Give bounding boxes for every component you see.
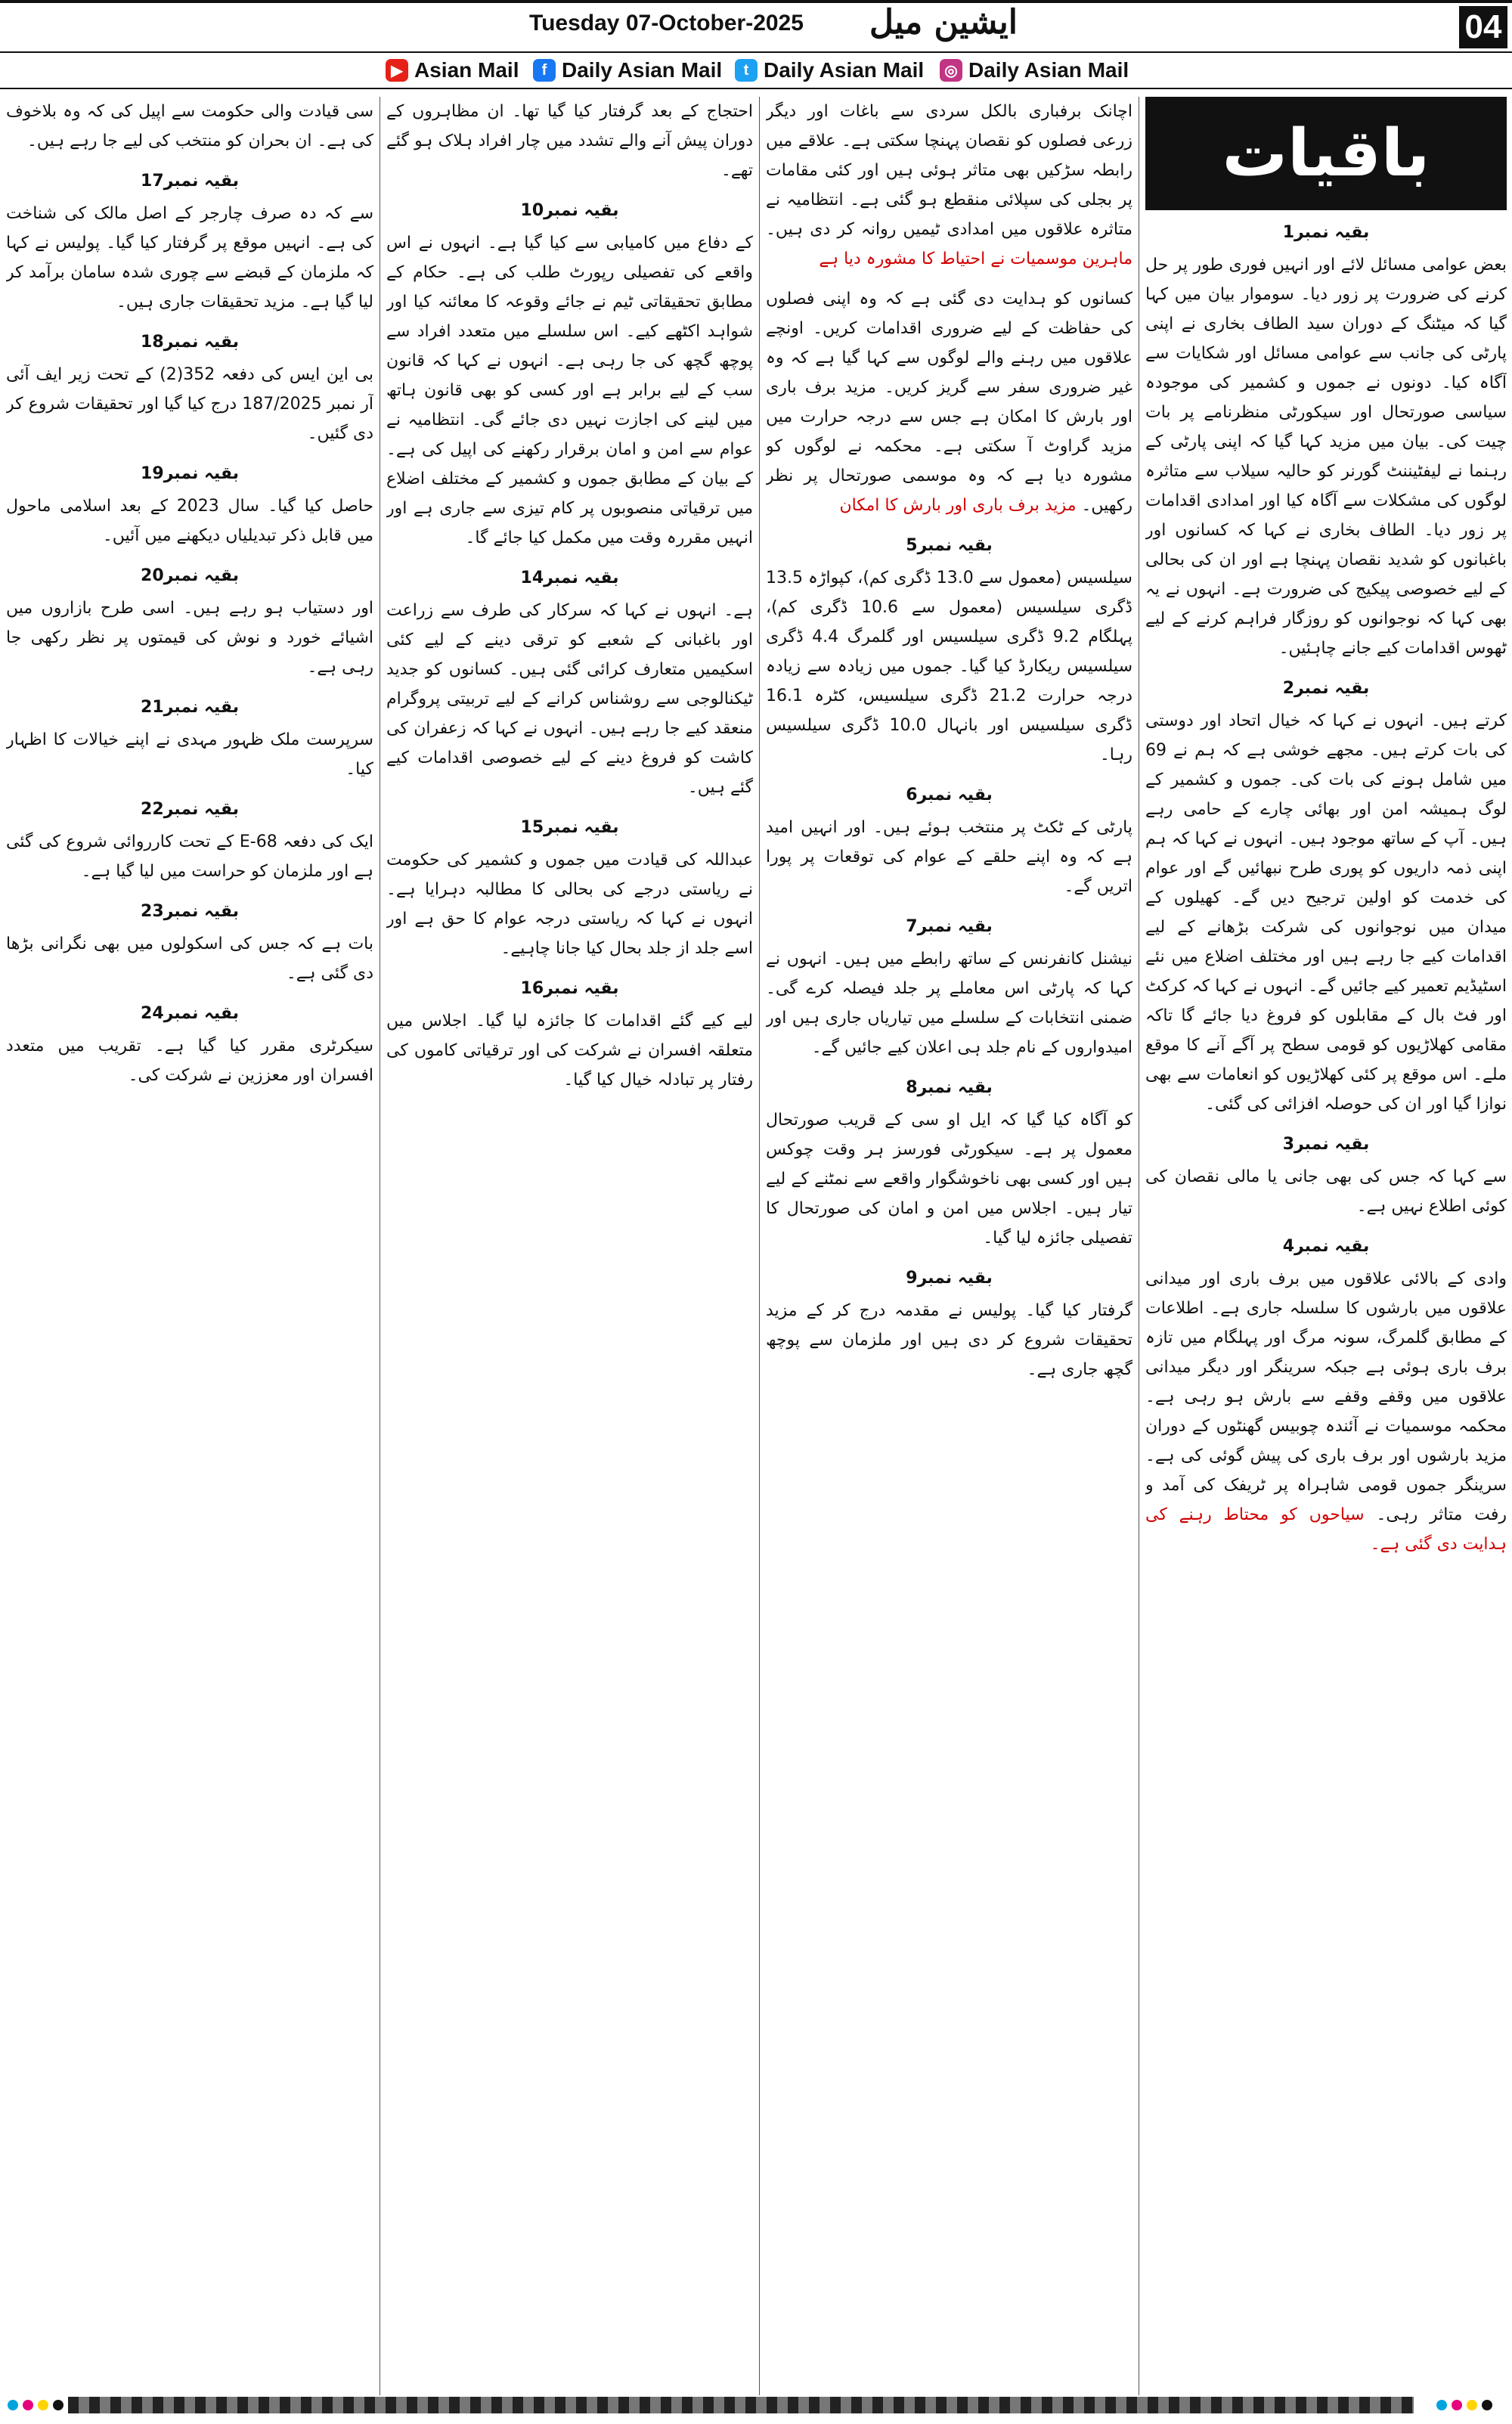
continued-article bbox=[386, 813, 753, 963]
social-twitter[interactable] bbox=[735, 56, 924, 85]
continued-article bbox=[1145, 218, 1507, 663]
body-text: سیکرٹری مقرر کیا گیا ہے۔ تقریب میں متعدد افسران اور معززین نے شرکت کی۔ bbox=[6, 1037, 373, 1085]
body-text: سی قیادت والی حکومت سے اپیل کی کہ وہ بلاخوف کی ہے۔ ان بحران کو منتخب کی لیے جا رہے ہیں۔ bbox=[6, 102, 373, 150]
body-text: کسانوں کو ہدایت دی گئی ہے کہ وہ اپنی فصلوں کی حفاظت کے لیے ضروری اقدامات کریں۔ اونچے علاقوں میں رہنے والے لوگوں سے کہا گیا ہے کہ وہ غیر ضروری سفر سے گریز کریں۔ مزید برف باری اور بارش کا امکان ہے جس سے درجہ حرارت میں مزید گراوٹ آ سکتی ہے۔ محکمہ نے لوگوں کو مشورہ دیا ہے کہ وہ موسمی صورتحال پر نظر رکھیں۔ bbox=[766, 290, 1132, 515]
continued-article bbox=[1145, 674, 1507, 1119]
continuation-heading: بقیہ نمبر24 bbox=[141, 1004, 239, 1023]
yellow-dot bbox=[38, 2400, 48, 2410]
continued-article bbox=[6, 327, 373, 448]
continued-article bbox=[386, 974, 753, 1095]
youtube-icon: ▶ bbox=[386, 59, 408, 82]
article-text bbox=[1145, 1162, 1507, 1221]
article-text bbox=[766, 1105, 1132, 1253]
body-text: وادی کے بالائی علاقوں میں برف باری اور میدانی علاقوں میں بارشوں کا سلسلہ جاری ہے۔ اطلاعات کے مطابق گلمرگ، سونہ مرگ اور پہلگام میں تازہ برف باری ہوئی ہے جبکہ سرینگر اور دیگر میدانی علاقوں میں وقفے وقفے سے بارش ہو رہی ہے۔ محکمہ موسمیات نے آئندہ چوبیس گھنٹوں کے دوران مزید بارشوں اور برف باری کی پیش گوئی کی ہے۔ سرینگر جموں قومی شاہراہ پر ٹریفک کی آمد و رفت متاثر رہی۔ bbox=[1145, 1269, 1507, 1524]
continued-article bbox=[6, 561, 373, 682]
article-text bbox=[386, 97, 753, 185]
body-text: اور دستیاب ہو رہے ہیں۔ اسی طرح بازاروں میں اشیائے خورد و نوش کی قیمتوں پر نظر رکھی جا رہی ہے۔ bbox=[6, 599, 373, 677]
instagram-icon: ◎ bbox=[940, 59, 962, 82]
continuation-heading: بقیہ نمبر10 bbox=[520, 201, 619, 220]
body-text: سے کہ دہ صرف چارجر کے اصل مالک کی شناخت کی ہے۔ انہیں موقع پر گرفتار کیا گیا۔ پولیس نے کہا کہ ملزمان کے قبضے سے چوری شدہ سامان برآمد کر لیا گیا ہے۔ مزید تحقیقات جاری ہیں۔ bbox=[6, 204, 373, 312]
article-text bbox=[1145, 1264, 1507, 1559]
article-text bbox=[6, 491, 373, 550]
continued-article bbox=[766, 284, 1132, 520]
social-facebook[interactable] bbox=[533, 56, 722, 85]
cyan-dot bbox=[1436, 2400, 1447, 2410]
continuation-heading: بقیہ نمبر16 bbox=[520, 979, 619, 998]
column-divider bbox=[759, 97, 760, 2395]
continued-article bbox=[386, 563, 753, 802]
social-label: Daily Asian Mail bbox=[968, 58, 1129, 82]
body-text: بعض عوامی مسائل لائے اور انہیں فوری طور پر حل کرنے کی ضرورت پر زور دیا۔ سوموار بیان میں کہا گیا کہ میٹنگ کے دوران سید الطاف بخاری نے اپنی پارٹی کی جانب سے عوامی مسائل اور شکایات سے آگاہ کیا۔ دونوں نے جموں و کشمیر کی موجودہ سیاسی صورتحال اور سیکورٹی منظرنامے پر بات چیت کی۔ بیان میں مزید کہا گیا کہ اپنی پارٹی کے رہنما نے لیفٹیننٹ گورنر کو حالیہ سیلاب سے متاثرہ لوگوں کی مشکلات سے آگاہ کیا اور امدادی اقدامات پر زور دیا۔ الطاف بخاری نے کہا کہ کسانوں اور باغبانوں کو شدید نقصان پہنچا ہے اور ان کی بحالی کے لیے خصوصی پیکیج کی ضرورت ہے۔ انہوں نے یہ بھی کہا کہ نوجوانوں کو روزگار فراہم کرنے کے لیے ٹھوس اقدامات کیے جانے چاہئیں۔ bbox=[1145, 256, 1507, 658]
continued-article bbox=[6, 693, 373, 784]
body-text: بات ہے کہ جس کی اسکولوں میں بھی نگرانی بڑھا دی گئی ہے۔ bbox=[6, 935, 373, 983]
continuation-heading: بقیہ نمبر6 bbox=[906, 786, 993, 804]
social-youtube[interactable] bbox=[386, 56, 519, 85]
article-text bbox=[1145, 706, 1507, 1119]
highlighted-text: ماہرین موسمیات نے احتیاط کا مشورہ دیا ہے bbox=[819, 250, 1132, 268]
continued-article bbox=[766, 97, 1132, 274]
column-2 bbox=[766, 97, 1132, 2395]
section-title: باقیات bbox=[1145, 97, 1507, 210]
page-header bbox=[0, 0, 1512, 89]
highlighted-text: سیاحوں کو محتاط رہنے کی ہدایت دی گئی ہے۔ bbox=[1145, 1505, 1507, 1554]
continuation-heading: بقیہ نمبر8 bbox=[906, 1078, 993, 1097]
continuation-heading: بقیہ نمبر22 bbox=[141, 800, 239, 819]
article-text bbox=[6, 1031, 373, 1090]
continued-article bbox=[766, 1073, 1132, 1253]
registration-strip bbox=[68, 2397, 1414, 2413]
continued-article bbox=[6, 459, 373, 550]
article-text bbox=[6, 594, 373, 682]
twitter-icon: t bbox=[735, 59, 758, 82]
black-dot bbox=[1482, 2400, 1492, 2410]
body-text: حاصل کیا گیا۔ سال 2023 کے بعد اسلامی ماحول میں قابل ذکر تبدیلیاں دیکھنے میں آئیں۔ bbox=[6, 497, 373, 545]
header-divider bbox=[0, 51, 1512, 53]
print-registration-bar bbox=[0, 2397, 1512, 2424]
social-instagram[interactable] bbox=[940, 56, 1129, 85]
continued-article bbox=[6, 166, 373, 317]
top-rule bbox=[0, 0, 1512, 3]
article-text bbox=[6, 360, 373, 448]
article-text bbox=[6, 929, 373, 988]
continued-article bbox=[766, 1263, 1132, 1384]
article-columns bbox=[0, 97, 1512, 2395]
continued-article bbox=[766, 780, 1132, 901]
facebook-icon: f bbox=[533, 59, 556, 82]
magenta-dot bbox=[1452, 2400, 1462, 2410]
continued-article bbox=[766, 912, 1132, 1062]
body-text: احتجاج کے بعد گرفتار کیا گیا تھا۔ ان مظاہروں کے دوران پیش آنے والے تشدد میں چار افراد ہلاک ہو گئے تھے۔ bbox=[386, 102, 753, 180]
continuation-heading: بقیہ نمبر20 bbox=[141, 566, 239, 585]
article-text bbox=[6, 725, 373, 784]
body-text: بی این ایس کی دفعہ 352(2) کے تحت زیر ایف آئی آر نمبر 187/2025 درج کیا گیا اور تحقیقات شروع کر دی گئیں۔ bbox=[6, 365, 373, 443]
highlighted-text: مزید برف باری اور بارش کا امکان bbox=[839, 496, 1077, 515]
continued-article bbox=[1145, 1232, 1507, 1559]
social-label: Daily Asian Mail bbox=[764, 58, 925, 82]
continuation-heading: بقیہ نمبر9 bbox=[906, 1269, 993, 1288]
column-4 bbox=[6, 97, 373, 2395]
article-text bbox=[386, 1006, 753, 1095]
social-label: Asian Mail bbox=[414, 58, 519, 82]
article-text bbox=[766, 284, 1132, 520]
body-text: سیلسیس (معمول سے 13.0 ڈگری کم)، کپواڑہ 13.5 ڈگری سیلسیس (معمول سے 10.6 ڈگری کم)، پہلگام 9.2 ڈگری سیلسیس اور گلمرگ 4.4 ڈگری سیلسیس ریکارڈ کیا گیا۔ جموں میں زیادہ سے زیادہ درجہ حرارت 21.2 ڈگری سیلسیس، کٹرہ 16.1 ڈگری سیلسیس اور بانہال 10.0 ڈگری سیلسیس رہا۔ bbox=[766, 569, 1132, 764]
masthead-logo: ایشین میل bbox=[869, 3, 1018, 42]
article-text bbox=[766, 813, 1132, 901]
page-number: 04 bbox=[1459, 6, 1507, 48]
continuation-heading: بقیہ نمبر21 bbox=[141, 698, 239, 717]
continued-article bbox=[6, 999, 373, 1090]
article-text bbox=[766, 563, 1132, 770]
continued-article bbox=[6, 897, 373, 988]
social-label: Daily Asian Mail bbox=[562, 58, 723, 82]
continued-article bbox=[1145, 1130, 1507, 1221]
body-text: ہے۔ انہوں نے کہا کہ سرکار کی طرف سے زراعت اور باغبانی کے شعبے کو ترقی دینے کے لیے کئی اسکیمیں متعارف کرائی گئی ہیں۔ کسانوں کو جدید ٹیکنالوجی سے روشناس کرانے کے لیے تربیتی پروگرام منعقد کیے جا رہے ہیں۔ انہوں نے کہا کہ زعفران کی کاشت کو فروغ دینے کے لیے خصوصی اقدامات کیے گئے ہیں۔ bbox=[386, 601, 753, 797]
continuation-heading: بقیہ نمبر17 bbox=[141, 172, 239, 191]
body-text: ایک کی دفعہ 68-E کے تحت کارروائی شروع کی گئی ہے اور ملزمان کو حراست میں لیا گیا ہے۔ bbox=[6, 832, 373, 881]
cyan-dot bbox=[8, 2400, 18, 2410]
body-text: پارٹی کے ٹکٹ پر منتخب ہوئے ہیں۔ اور انہیں امید ہے کہ وہ اپنے حلقے کے عوام کی توقعات پر پورا اتریں گے۔ bbox=[766, 818, 1132, 896]
continuation-heading: بقیہ نمبر23 bbox=[141, 902, 239, 921]
black-dot bbox=[53, 2400, 64, 2410]
body-text: عبداللہ کی قیادت میں جموں و کشمیر کی حکومت نے ریاستی درجے کی بحالی کا مطالبہ دہرایا ہے۔ انہوں نے کہا کہ ریاستی درجہ عوام کا حق ہے اور اسے جلد از جلد بحال کیا جانا چاہیے۔ bbox=[386, 851, 753, 958]
body-text: کرتے ہیں۔ انہوں نے کہا کہ خیال اتحاد اور دوستی کی بات کرتے ہیں۔ مجھے خوشی ہے کہ ہم نے 69 میں شامل ہونے کی بات کی۔ جموں و کشمیر کے لوگ ہمیشہ امن اور بھائی چارے کے حامی رہے ہیں۔ آپ کے ساتھ موجود ہیں۔ انہوں نے کہا کہ ہم اپنی ذمہ داریوں کو پوری طرح نبھائیں گے اور عوام کی خدمت کو اولین ترجیح دیں گے۔ کھیلوں کے میدان میں نوجوانوں کی شرکت بڑھانے کے لیے اقدامات کیے جا رہے ہیں اور مختلف اضلاع میں نئے اسٹیڈیم تعمیر کیے جائیں گے۔ انہوں نے کہا کہ کرکٹ اور فٹ بال کے مقابلوں کو فروغ دیا جائے گا تاکہ مقامی کھلاڑیوں کو قومی سطح پر آگے آنے کا موقع ملے۔ اس موقع پر کئی کھلاڑیوں کو انعامات سے بھی نوازا گیا اور ان کی حوصلہ افزائی کی گئی۔ bbox=[1145, 711, 1507, 1114]
body-text: سرپرست ملک ظہور مہدی نے اپنے خیالات کا اظہار کیا۔ bbox=[6, 730, 373, 779]
column-1 bbox=[1145, 97, 1507, 2395]
continued-article bbox=[386, 97, 753, 185]
article-text bbox=[766, 1296, 1132, 1384]
continued-article bbox=[386, 196, 753, 553]
body-text: لیے کیے گئے اقدامات کا جائزہ لیا گیا۔ اجلاس میں متعلقہ افسران نے شرکت کی اور ترقیاتی کاموں کی رفتار پر تبادلہ خیال کیا گیا۔ bbox=[386, 1012, 753, 1090]
continuation-heading: بقیہ نمبر18 bbox=[141, 333, 239, 352]
issue-date: Tuesday 07-October-2025 bbox=[529, 11, 804, 36]
continued-article bbox=[766, 531, 1132, 770]
article-text bbox=[386, 228, 753, 553]
continuation-heading: بقیہ نمبر5 bbox=[906, 536, 993, 555]
article-text bbox=[386, 596, 753, 802]
continuation-heading: بقیہ نمبر2 bbox=[1282, 679, 1370, 698]
column-3 bbox=[386, 97, 753, 2395]
continuation-heading: بقیہ نمبر3 bbox=[1282, 1135, 1370, 1154]
continuation-heading: بقیہ نمبر14 bbox=[520, 569, 619, 587]
article-text bbox=[6, 97, 373, 156]
yellow-dot bbox=[1467, 2400, 1477, 2410]
article-text bbox=[6, 827, 373, 886]
article-text bbox=[766, 944, 1132, 1062]
continuation-heading: بقیہ نمبر19 bbox=[141, 464, 239, 483]
continuation-heading: بقیہ نمبر4 bbox=[1282, 1237, 1370, 1256]
body-text: کو آگاہ کیا گیا کہ ایل او سی کے قریب صورتحال معمول پر ہے۔ سیکورٹی فورسز ہر وقت چوکس ہیں اور کسی بھی ناخوشگوار واقعے سے نمٹنے کے لیے تیار ہیں۔ اجلاس میں امن و امان کی صورتحال کا تفصیلی جائزہ لیا گیا۔ bbox=[766, 1111, 1132, 1248]
body-text: اچانک برفباری بالکل سردی سے باغات اور دیگر زرعی فصلوں کو نقصان پہنچا سکتی ہے۔ علاقے میں رابطہ سڑکیں بھی متاثر ہوئی ہیں اور کئی مقامات پر بجلی کی سپلائی منقطع ہو گئی ہے۔ انتظامیہ نے متاثرہ علاقوں میں امدادی ٹیمیں روانہ کر دی ہیں۔ bbox=[766, 102, 1132, 239]
body-text: گرفتار کیا گیا۔ پولیس نے مقدمہ درج کر کے مزید تحقیقات شروع کر دی ہیں اور ملزمان سے پوچھ گچھ جاری ہے۔ bbox=[766, 1301, 1132, 1379]
article-text bbox=[386, 845, 753, 963]
magenta-dot bbox=[23, 2400, 33, 2410]
header-bottom-rule bbox=[0, 88, 1512, 89]
continuation-heading: بقیہ نمبر1 bbox=[1282, 223, 1370, 242]
article-text bbox=[1145, 250, 1507, 663]
body-text: کے دفاع میں کامیابی سے کیا گیا ہے۔ انہوں نے اس واقعے کی تفصیلی رپورٹ طلب کی ہے۔ حکام کے مطابق تحقیقاتی ٹیم نے جائے وقوعہ کا معائنہ کیا اور شواہد اکٹھے کیے۔ اس سلسلے میں متعدد افراد سے پوچھ گچھ کی جا رہی ہے۔ انہوں نے کہا کہ قانون سب کے لیے برابر ہے اور کسی کو بھی قانون ہاتھ میں لینے کی اجازت نہیں دی جائے گی۔ انتظامیہ نے عوام سے امن و امان برقرار رکھنے کی اپیل کی ہے۔ کے بیان کے مطابق جموں و کشمیر کے مختلف اضلاع میں ترقیاتی منصوبوں پر کام تیزی سے جاری ہے اور انہیں مقررہ وقت میں مکمل کیا جائے گا۔ bbox=[386, 234, 753, 547]
continued-article bbox=[6, 795, 373, 886]
body-text: سے کہا کہ جس کی بھی جانی یا مالی نقصان کی کوئی اطلاع نہیں ہے۔ bbox=[1145, 1167, 1507, 1216]
article-text bbox=[6, 199, 373, 317]
continuation-heading: بقیہ نمبر15 bbox=[520, 818, 619, 837]
article-text bbox=[766, 97, 1132, 274]
continued-article bbox=[6, 97, 373, 156]
body-text: نیشنل کانفرنس کے ساتھ رابطے میں ہیں۔ انہوں نے کہا کہ پارٹی اس معاملے پر جلد فیصلہ کرے گی۔ ضمنی انتخابات کے سلسلے میں تیاریاں جاری ہیں اور امیدواروں کے نام جلد ہی اعلان کیے جائیں گے۔ bbox=[766, 950, 1132, 1057]
continuation-heading: بقیہ نمبر7 bbox=[906, 917, 993, 936]
